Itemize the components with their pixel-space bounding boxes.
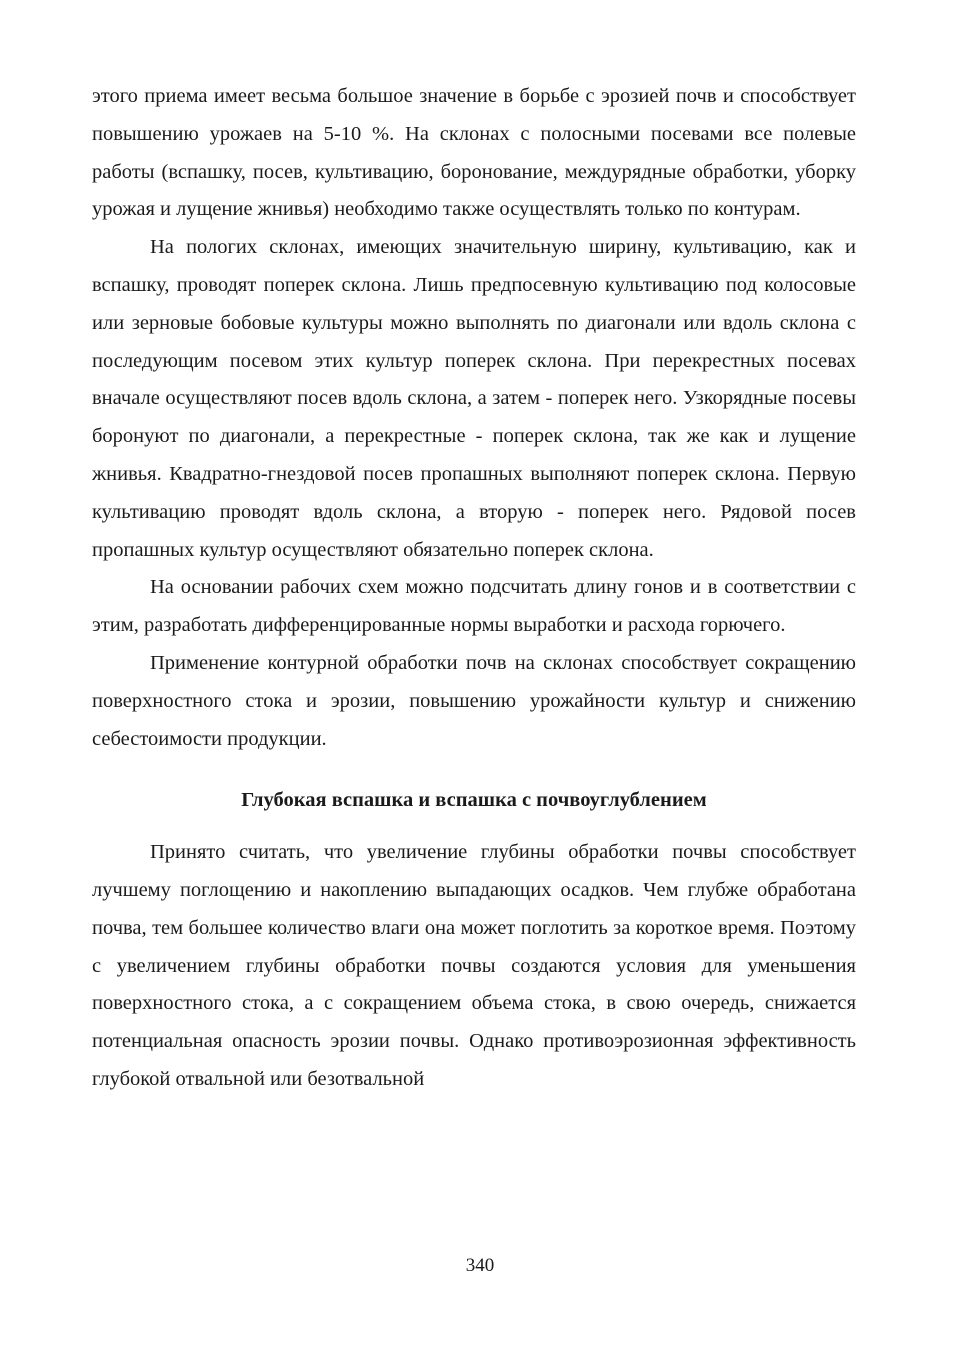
page-number: 340 xyxy=(465,1255,495,1276)
paragraph-deep-plowing: Принято считать, что увеличение глубины обработки почвы способствует лучшему поглощению и накоплению выпадающих осадков. Чем глубже обработана почва, тем большее количество влаги она может поглотить за короткое время. Поэтому с увеличением глубины обработки почвы создаются условия для уменьшения поверхностного стока, а с сокращением объема стока, в свою очередь, снижается потенциальная опасность эрозии почвы. Однако противоэрозионная эффективность глубокой отвальной или безотвальной xyxy=(92,841,856,1090)
paragraph-contour-benefits: Применение контурной обработки почв на склонах способствует сокращению поверхностного стока и эрозии, повышению урожайности культур и снижению себестоимости продукции. xyxy=(92,651,856,750)
paragraph-slope-cultivation: На пологих склонах, имеющих значительную ширину, культивацию, как и вспашку, проводят поперек склона. Лишь предпосевную культивацию под колосовые или зерновые бобовые культуры можно выполнять по диагонали или вдоль склона с последующим посевом этих культур поперек склона. При перекрестных посевах вначале осуществляют посев вдоль склона, а затем - поперек него. Узкорядные посевы боронуют по диагонали, а перекрестные - поперек склона, так же как и лущение жнивья. Квадратно-гнездовой посев пропашных выполняют поперек склона. Первую культивацию проводят вдоль склона, а вторую - поперек него. Рядовой посев пропашных культур осуществляют обязательно поперек склона. xyxy=(92,236,856,561)
document-page xyxy=(92,78,856,1099)
paragraph-continuation: этого приема имеет весьма большое значение в борьбе с эрозией почв и способствует повышению урожаев на 5-10 %. На склонах с полосными посевами все полевые работы (вспашку, посев, культивацию, боронование, междурядные обработки, уборку урожая и лущение жнивья) необходимо также осуществлять только по контурам. xyxy=(92,85,856,221)
paragraph-work-schemes: На основании рабочих схем можно подсчитать длину гонов и в соответствии с этим, разработать дифференцированные нормы выработки и расхода горючего. xyxy=(92,576,856,637)
section-heading: Глубокая вспашка и вспашка с почвоуглублением xyxy=(241,789,707,812)
